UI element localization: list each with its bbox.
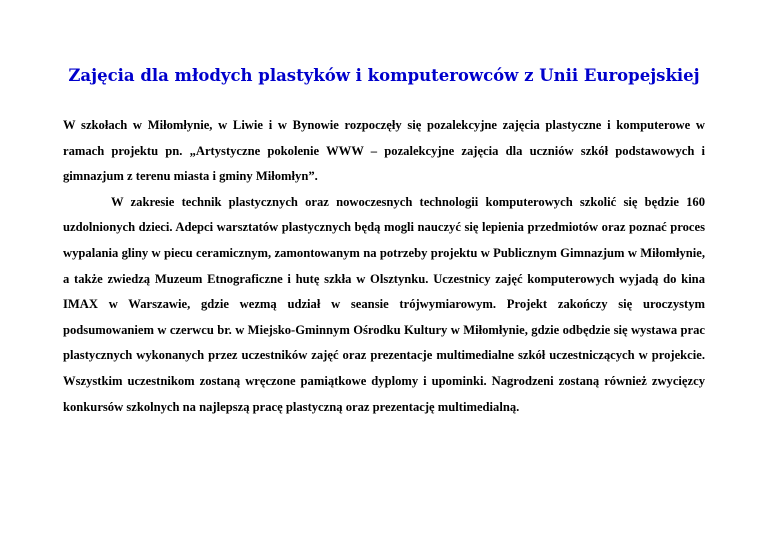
document-title: Zajęcia dla młodych plastyków i komputerowców z Unii Europejskiej (68, 66, 700, 85)
paragraph-intro: W szkołach w Miłomłynie, w Liwie i w Bynowie rozpoczęły się pozalekcyjne zajęcia plastyczne i komputerowe w ramach projektu pn. „Artystyczne pokolenie WWW – pozalekcyjne zajęcia dla uczniów szkół podstawowych i gimnazjum z terenu miasta i gminy Miłomłyn”. (63, 118, 705, 184)
paragraph-details: W zakresie technik plastycznych oraz nowoczesnych technologii komputerowych szkolić się będzie 160 uzdolnionych dzieci. Adepci warsztatów plastycznych będą mogli nauczyć się lepienia przedmiotów oraz poznać proces wypalania gliny w piecu ceramicznym, zamontowanym na potrzeby projektu w Publicznym Gimnazjum w Miłomłynie, a także zwiedzą Muzeum Etnograficzne i hutę szkła w Olsztynku. Uczestnicy zajęć komputerowych wyjadą do kina IMAX w Warszawie, gdzie wezmą udział w seansie trójwymiarowym. Projekt zakończy się uroczystym podsumowaniem w czerwcu br. w Miejsko-Gminnym Ośrodku Kultury w Miłomłynie, gdzie odbędzie się wystawa prac plastycznych wykonanych przez uczestników zajęć oraz prezentacje multimedialne szkół uczestniczących w projekcie. Wszystkim uczestnikom zostaną wręczone pamiątkowe dyplomy i upominki. Nagrodzeni zostaną również zwycięzcy konkursów szkolnych na najlepszą pracę plastyczną oraz prezentację multimedialną. (63, 194, 705, 414)
document-body (63, 113, 705, 420)
